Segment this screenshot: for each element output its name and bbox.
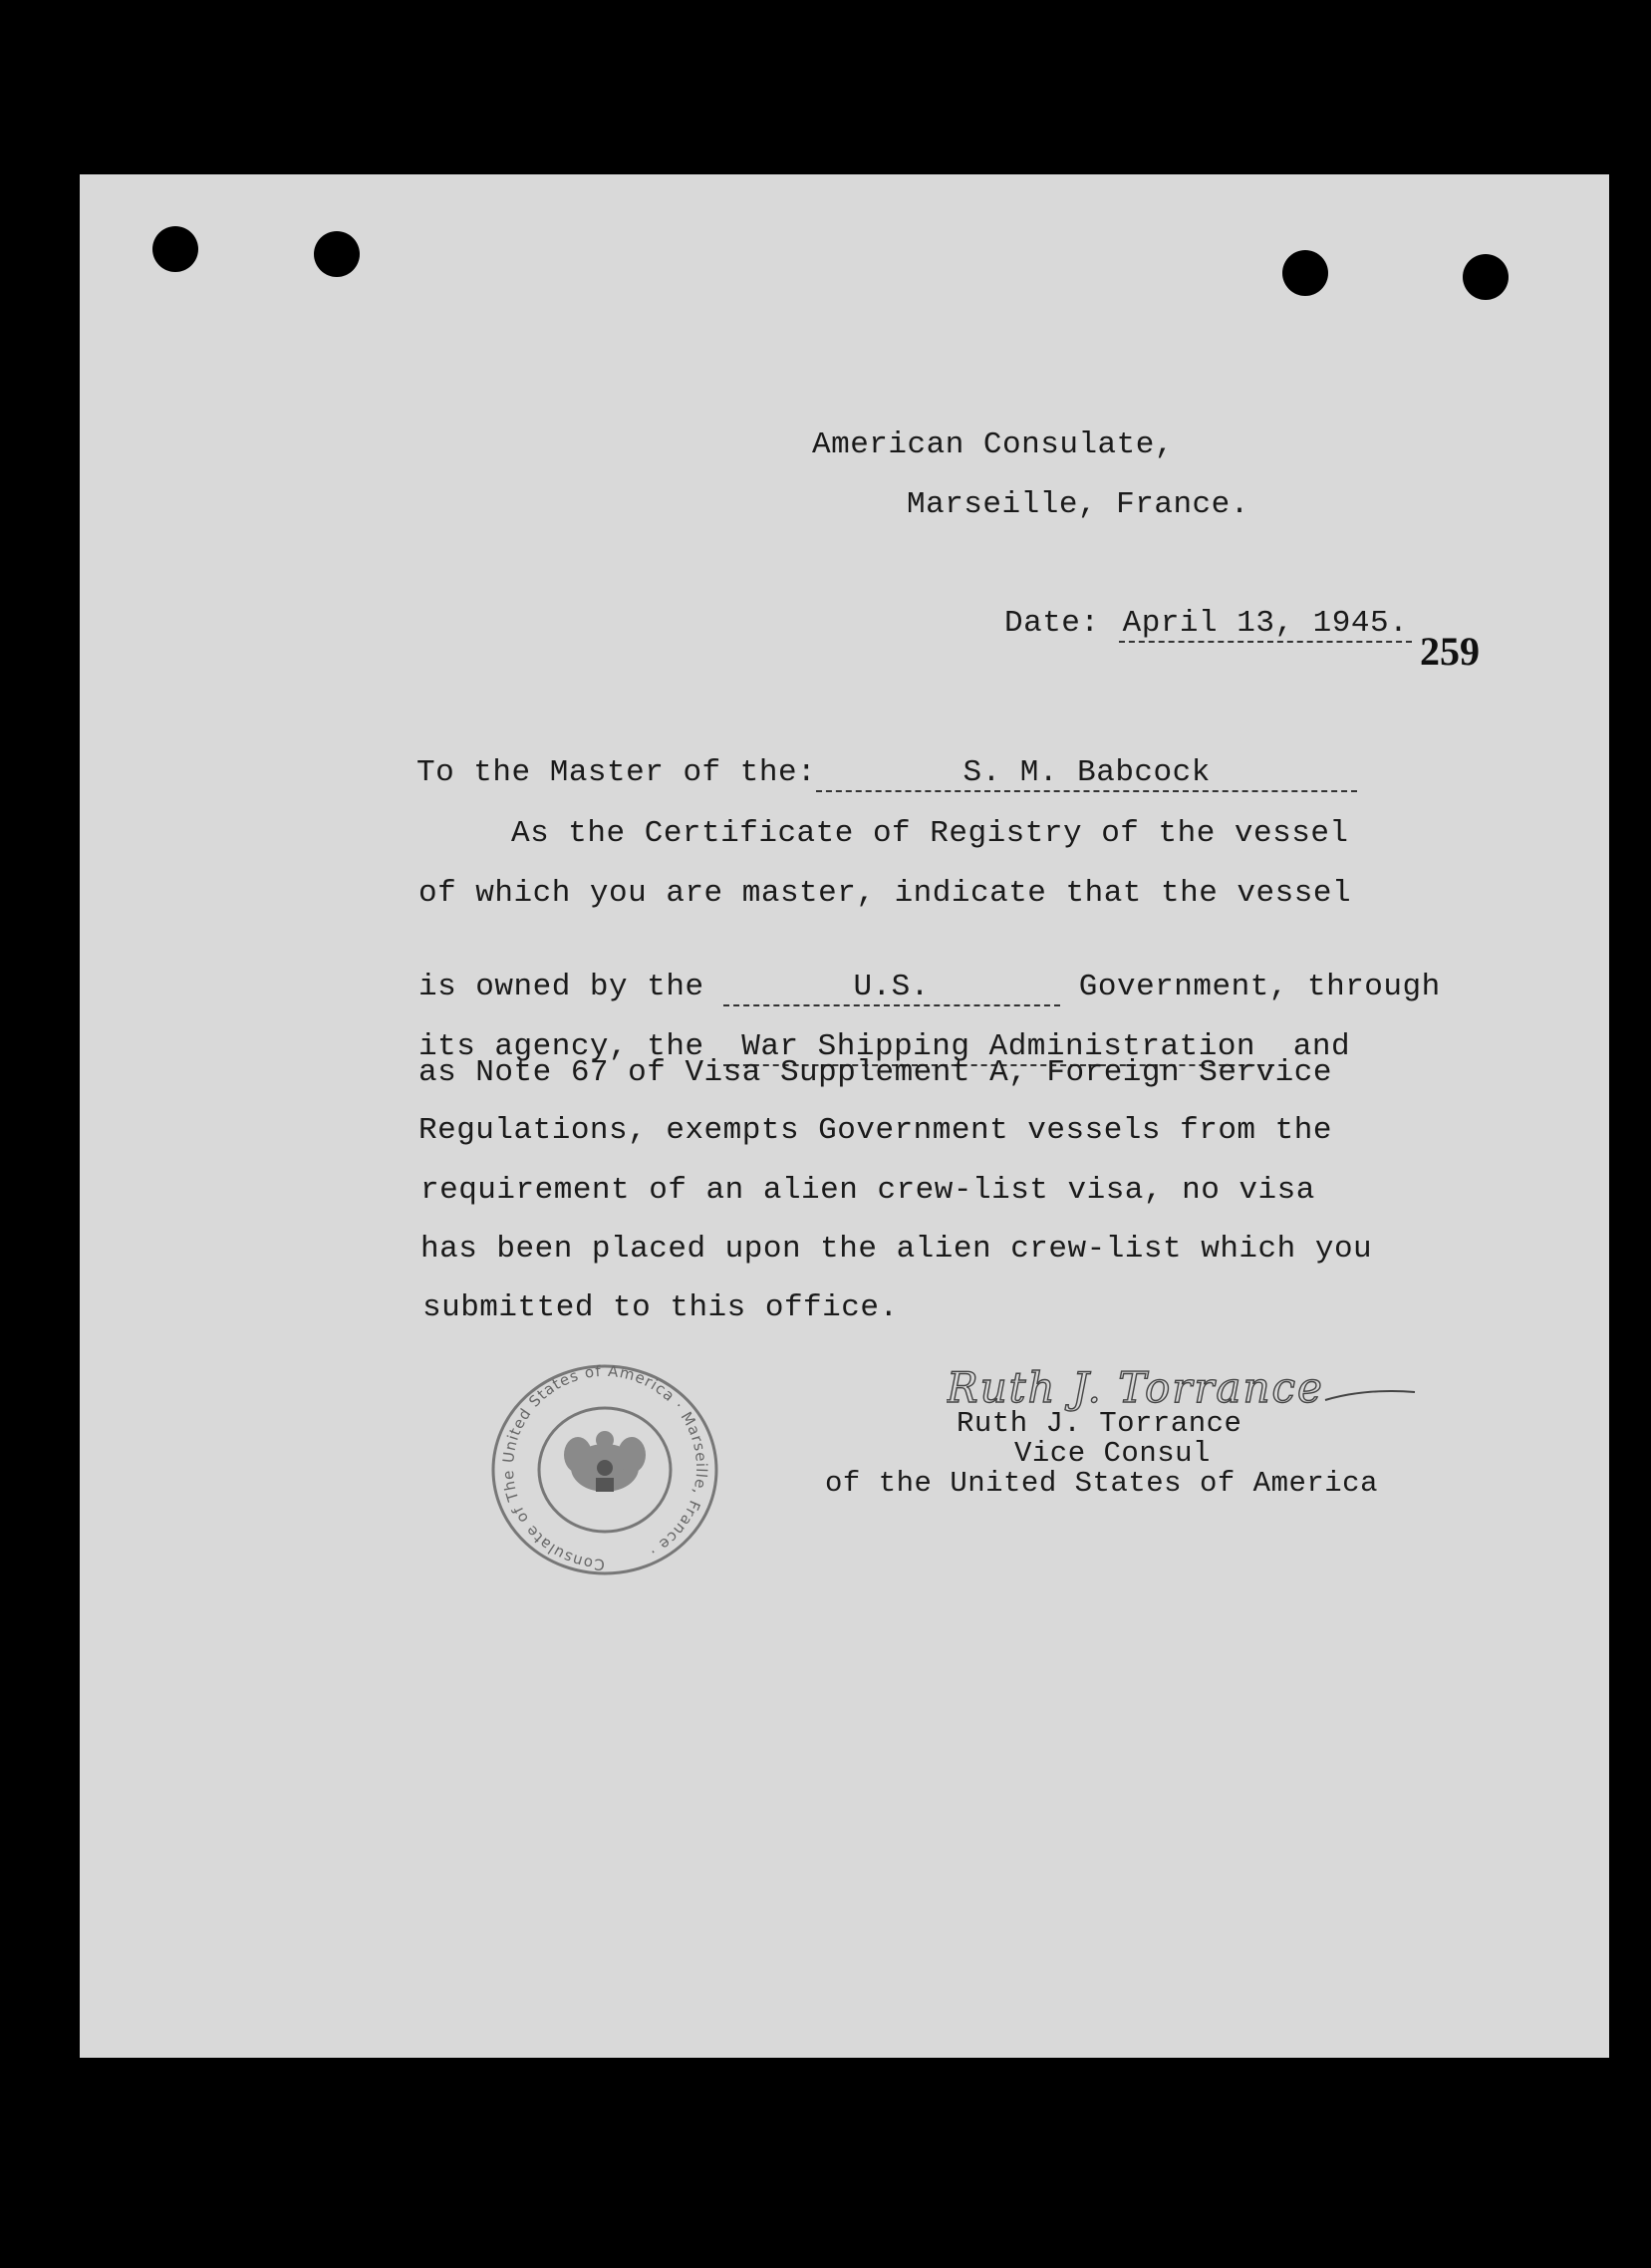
signer-title: Vice Consul (1014, 1437, 1211, 1470)
punch-hole (1282, 250, 1328, 296)
svg-text:Consulate of The United States: Consulate of The United States of America · Marseille, France · (498, 1361, 711, 1574)
svg-text:Ruth J. Torrance: Ruth J. Torrance (947, 1363, 1324, 1412)
punch-hole (314, 231, 360, 277)
consulate-name: American Consulate, (812, 427, 1174, 462)
signer-country: of the United States of America (825, 1467, 1378, 1500)
addressee-line (416, 722, 1357, 792)
body-line-6: Regulations, exempts Government vessels from the (418, 1113, 1332, 1148)
signer-name: Ruth J. Torrance (957, 1407, 1242, 1440)
government-through: Government, through (1078, 970, 1441, 1004)
body-line-5: as Note 67 of Visa Supplement A, Foreign Service (418, 1055, 1332, 1090)
punch-hole (152, 226, 198, 272)
consulate-city: Marseille, France. (907, 487, 1249, 522)
body-line-1: As the Certificate of Registry of the vessel (511, 816, 1349, 851)
body-line-2: of which you are master, indicate that the vessel (418, 876, 1352, 911)
owned-by-label: is owned by the (418, 970, 704, 1004)
page-number: 259 (1420, 629, 1480, 674)
punch-hole (1463, 254, 1509, 300)
agency-value: War Shipping Administration (723, 1030, 1274, 1066)
owner-value: U.S. (723, 971, 1060, 1006)
addressee-label: To the Master of the: (416, 755, 817, 790)
and-text: and (1292, 1029, 1351, 1064)
date-line (1004, 573, 1412, 643)
vessel-name: S. M. Babcock (816, 756, 1357, 792)
agency-label: its agency, the (418, 1029, 704, 1064)
body-line-9: submitted to this office. (422, 1290, 899, 1325)
body-line-8: has been placed upon the alien crew-list which you (420, 1232, 1373, 1267)
consular-seal-icon (488, 1360, 722, 1579)
date-value: April 13, 1945. (1119, 607, 1413, 643)
date-label: Date: (1004, 606, 1100, 641)
body-line-7: requirement of an alien crew-list visa, no visa (420, 1173, 1315, 1208)
